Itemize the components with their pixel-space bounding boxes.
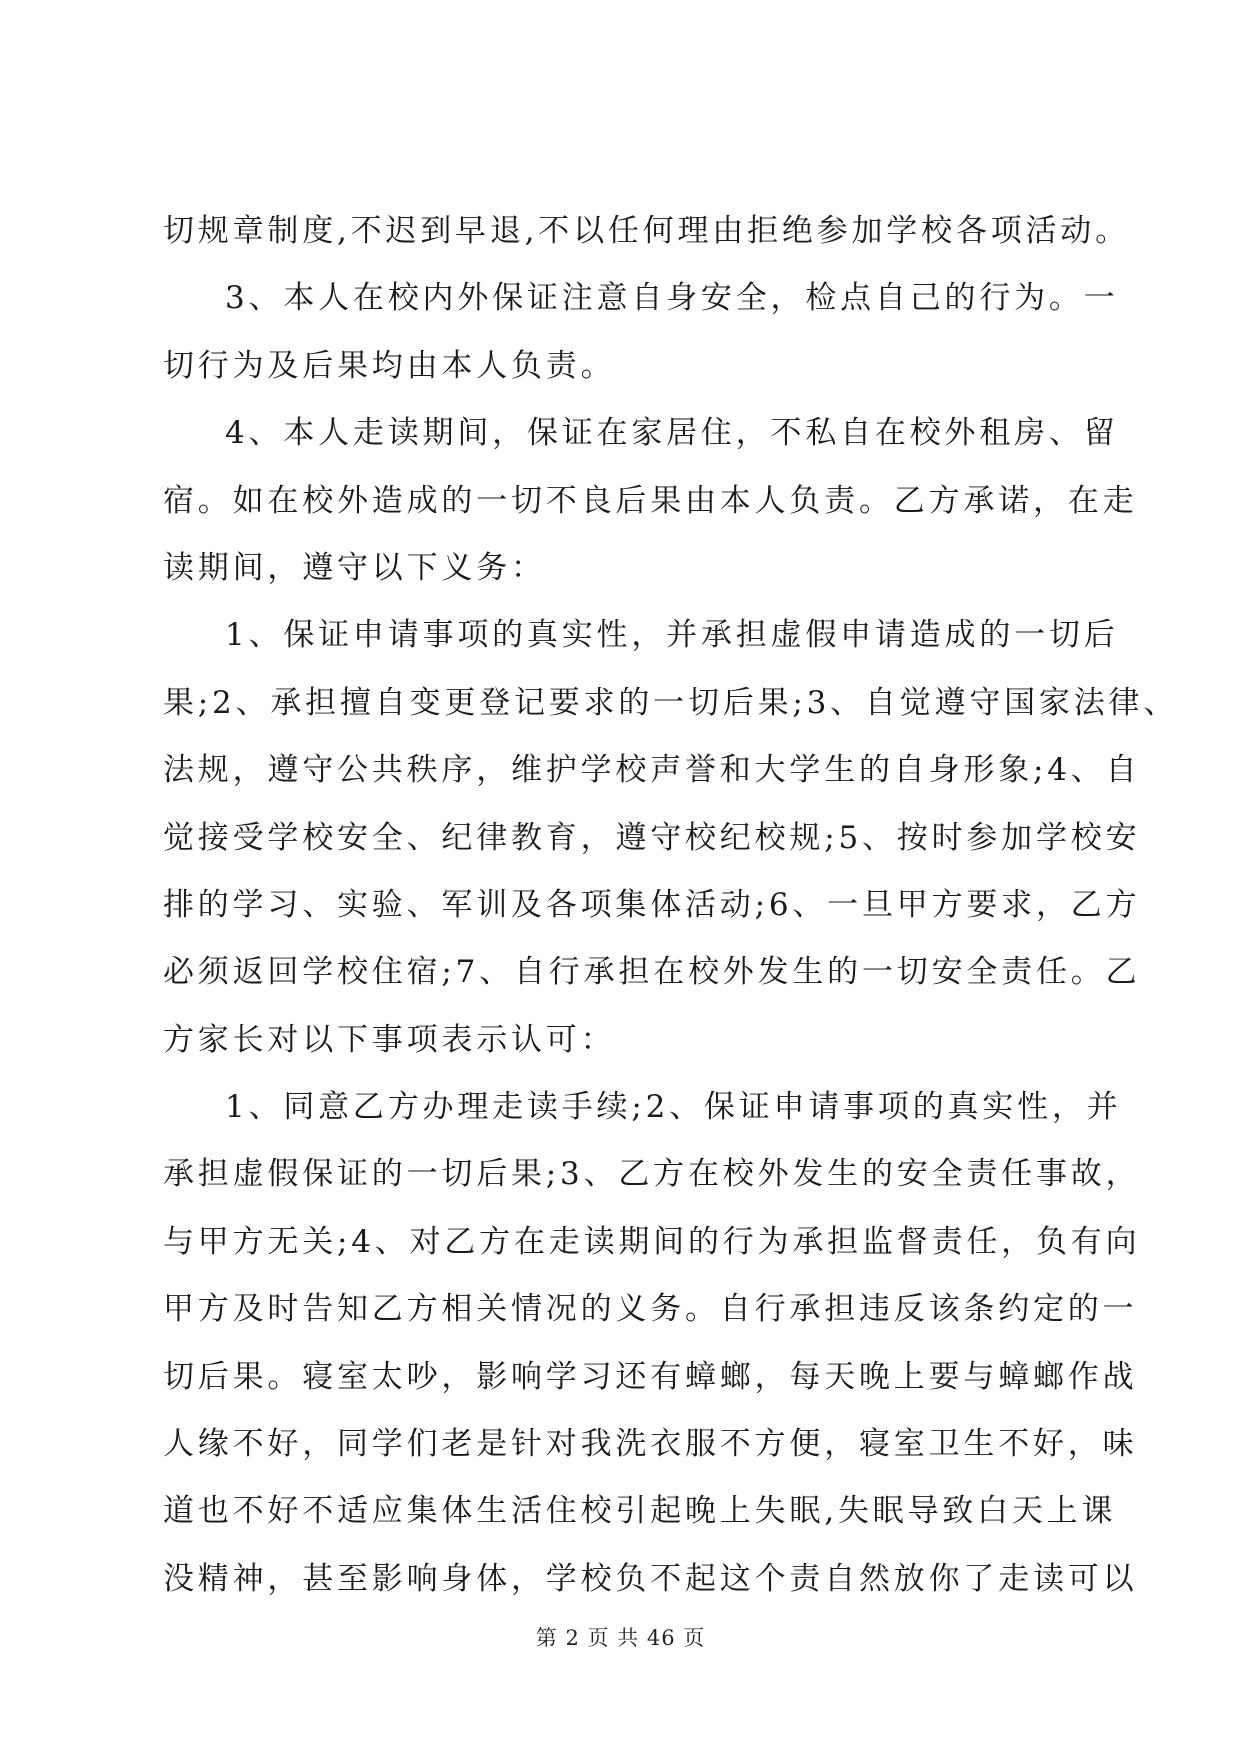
text-line: 觉接受学校安全、纪律教育，遵守校纪校规;5、按时参加学校安: [163, 819, 1141, 856]
text-line: 人缘不好，同学们老是针对我洗衣服不方便，寝室卫生不好，味: [163, 1426, 1138, 1463]
text-line: 承担虚假保证的一切后果;3、乙方在校外发生的安全责任事故，: [163, 1156, 1141, 1193]
page-number-footer: 第 2 页 共 46 页: [535, 1626, 706, 1650]
text-line: 切行为及后果均由本人负责。: [163, 347, 616, 384]
text-line: 道也不好不适应集体生活住校引起晚上失眠,失眠导致白天上课: [163, 1493, 1117, 1530]
paragraph-start-line: 4、本人走读期间，保证在家居住，不私自在校外租房、留: [225, 415, 1119, 452]
text-line: 甲方及时告知乙方相关情况的义务。自行承担违反该条约定的一: [163, 1291, 1138, 1328]
paragraph-start-line: 1、保证申请事项的真实性，并承担虚假申请造成的一切后: [225, 617, 1119, 654]
document-body: [163, 198, 1179, 1613]
text-line: 排的学习、实验、军训及各项集体活动;6、一旦甲方要求，乙方: [163, 886, 1141, 923]
text-line: 宿。如在校外造成的一切不良后果由本人负责。乙方承诺，在走: [163, 482, 1138, 519]
text-line: 方家长对以下事项表示认可：: [163, 1021, 616, 1058]
text-line: 法规，遵守公共秩序，维护学校声誉和大学生的自身形象;4、自: [163, 752, 1141, 789]
paragraph-start-line: 1、同意乙方办理走读手续;2、保证申请事项的真实性，并: [225, 1089, 1122, 1126]
text-line: 果;2、承担擅自变更登记要求的一切后果;3、自觉遵守国家法律、: [163, 684, 1179, 721]
text-line: 与甲方无关;4、对乙方在走读期间的行为承担监督责任，负有向: [163, 1223, 1141, 1260]
text-line: 切规章制度,不迟到早退,不以任何理由拒绝参加学校各项活动。: [163, 213, 1130, 249]
text-line: 没精神，甚至影响身体，学校负不起这个责自然放你了走读可以: [163, 1560, 1138, 1597]
text-line: 读期间，遵守以下义务：: [163, 549, 546, 586]
paragraph-start-line: 3、本人在校内外保证注意自身安全，检点自己的行为。一: [225, 280, 1119, 317]
text-line: 切后果。寝室太吵，影响学习还有蟑螂，每天晚上要与蟑螂作战: [163, 1358, 1138, 1395]
text-line: 必须返回学校住宿;7、自行承担在校外发生的一切安全责任。乙: [163, 954, 1141, 991]
